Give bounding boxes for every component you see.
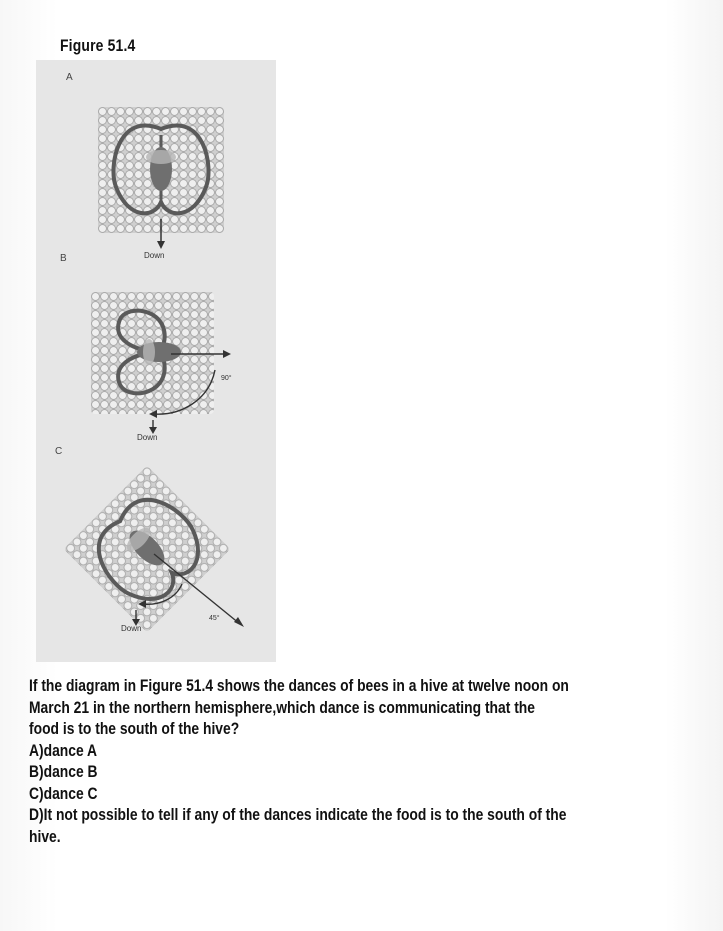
figure-title: Figure 51.4	[60, 36, 136, 55]
question-line: March 21 in the northern hemisphere,which dance is communicating that the	[29, 698, 535, 717]
question-block	[29, 676, 567, 848]
option-d: D)It not possible to tell if any of the dances indicate the food is to the south of the	[29, 806, 567, 824]
option-c: C)dance C	[29, 784, 98, 803]
question-line: food is to the south of the hive?	[29, 720, 240, 738]
panel-c-letter: C	[55, 446, 63, 457]
down-label-a: Down	[144, 251, 165, 260]
option-a: A)dance A	[29, 741, 98, 760]
panel-a-letter: A	[66, 72, 73, 83]
waggle-dance-b	[91, 292, 241, 437]
question-text	[29, 676, 667, 741]
down-label-b: Down	[137, 433, 158, 442]
option-b: B)dance B	[29, 763, 98, 781]
angle-label-c: 45°	[209, 615, 220, 622]
question-line: If the diagram in Figure 51.4 shows the dances of bees in a hive at twelve noon on	[29, 677, 569, 695]
panel-b-letter: B	[60, 253, 67, 264]
down-label-c: Down	[121, 624, 142, 633]
waggle-dance-c	[80, 480, 250, 640]
option-d-continued: hive.	[29, 827, 61, 846]
answer-options	[29, 741, 567, 849]
angle-label-b: 90°	[221, 375, 232, 382]
waggle-dance-a	[98, 107, 224, 257]
